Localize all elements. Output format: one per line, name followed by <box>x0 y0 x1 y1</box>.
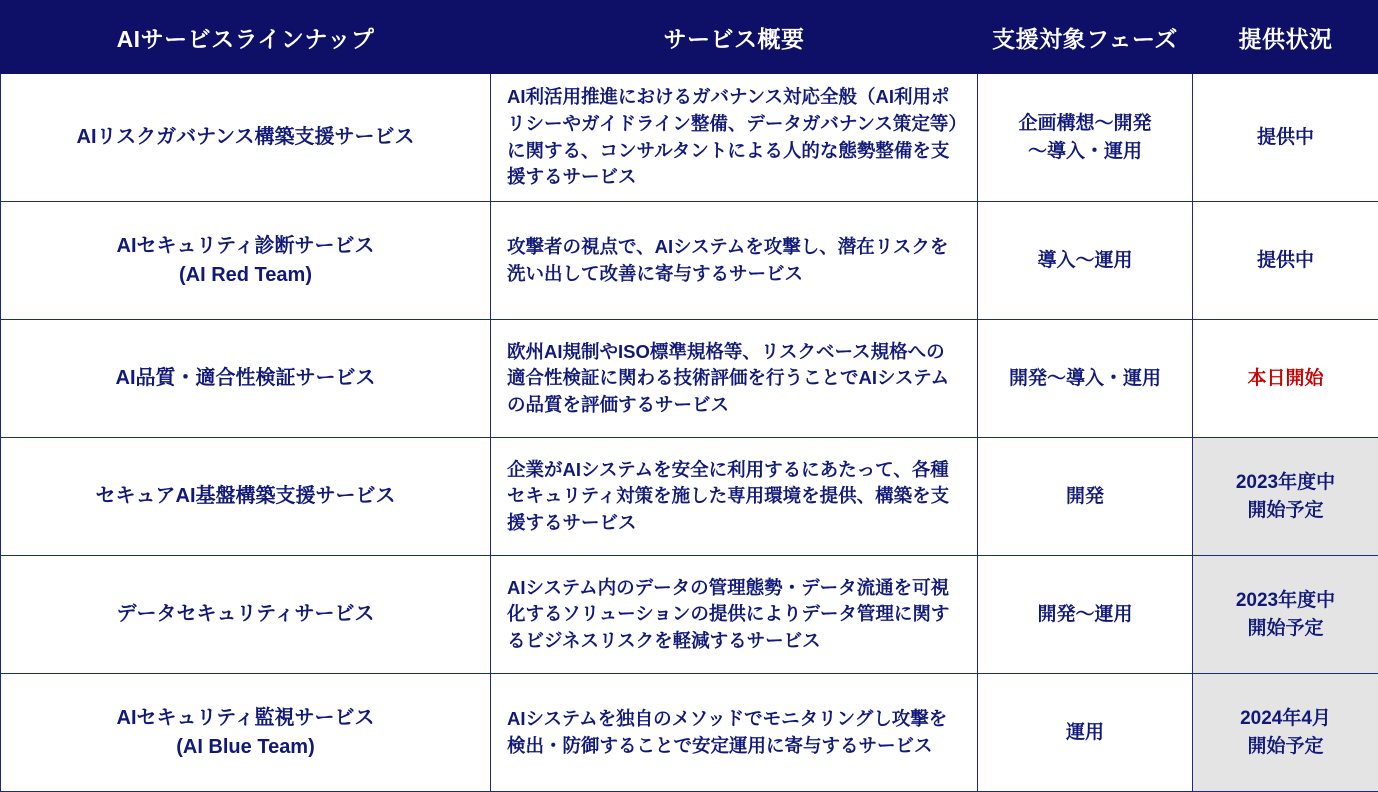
cell-service-overview: AI利活用推進におけるガバナンス対応全般（AI利用ポリシーやガイドライン整備、データガバナンス策定等）に関する、コンサルタントによる人的な態勢整備を支援するサービス <box>491 74 978 202</box>
phase-line-1: 開発 <box>984 483 1186 511</box>
cell-availability <box>1193 674 1378 792</box>
service-name-text: AIセキュリティ監視サービス <box>15 704 476 733</box>
cell-availability <box>1193 320 1378 438</box>
cell-service-overview: 欧州AI規制やISO標準規格等、リスクベース規格への適合性検証に関わる技術評価を行うことでAIシステムの品質を評価するサービス <box>491 320 978 438</box>
table-row <box>1 674 1378 792</box>
cell-target-phase <box>978 438 1193 556</box>
column-header-target-phase: 支援対象フェーズ <box>978 1 1193 74</box>
cell-availability <box>1193 438 1378 556</box>
service-name-text: AIリスクガバナンス構築支援サービス <box>15 123 476 152</box>
cell-availability <box>1193 202 1378 320</box>
cell-service-overview: AIシステム内のデータの管理態勢・データ流通を可視化するソリューションの提供によりデータ管理に関するビジネスリスクを軽減するサービス <box>491 556 978 674</box>
service-name-text: データセキュリティサービス <box>15 600 476 629</box>
cell-target-phase <box>978 556 1193 674</box>
cell-service-name <box>1 556 491 674</box>
status-line-2: 開始予定 <box>1199 733 1372 761</box>
table-header <box>1 1 1378 74</box>
column-header-availability: 提供状況 <box>1193 1 1378 74</box>
column-header-service-overview: サービス概要 <box>491 1 978 74</box>
phase-line-1: 導入〜運用 <box>984 247 1186 275</box>
phase-line-1: 運用 <box>984 719 1186 747</box>
cell-service-name <box>1 674 491 792</box>
phase-line-1: 開発〜運用 <box>984 601 1186 629</box>
table-row <box>1 438 1378 556</box>
status-line-2: 開始予定 <box>1199 615 1372 643</box>
cell-service-overview: 攻撃者の視点で、AIシステムを攻撃し、潜在リスクを洗い出して改善に寄与するサービス <box>491 202 978 320</box>
service-name-subtext: (AI Red Team) <box>15 261 476 290</box>
status-line-2: 開始予定 <box>1199 497 1372 525</box>
status-line-1: 2023年度中 <box>1199 587 1372 615</box>
cell-target-phase <box>978 202 1193 320</box>
table-body <box>1 74 1378 792</box>
status-line-1: 2024年4月 <box>1199 705 1372 733</box>
service-name-subtext: (AI Blue Team) <box>15 733 476 762</box>
cell-target-phase <box>978 674 1193 792</box>
status-line-1: 提供中 <box>1199 247 1372 275</box>
column-header-service-name: AIサービスラインナップ <box>1 1 491 74</box>
cell-target-phase <box>978 74 1193 202</box>
service-name-text: セキュアAI基盤構築支援サービス <box>15 482 476 511</box>
table-row <box>1 202 1378 320</box>
status-line-1: 2023年度中 <box>1199 469 1372 497</box>
phase-line-2: 〜導入・運用 <box>984 138 1186 166</box>
cell-service-name <box>1 320 491 438</box>
table-header-row <box>1 1 1378 74</box>
cell-service-name <box>1 74 491 202</box>
service-name-text: AIセキュリティ診断サービス <box>15 232 476 261</box>
service-name-text: AI品質・適合性検証サービス <box>15 364 476 393</box>
cell-service-overview: AIシステムを独自のメソッドでモニタリングし攻撃を検出・防御することで安定運用に寄与するサービス <box>491 674 978 792</box>
cell-service-name <box>1 438 491 556</box>
table-row <box>1 320 1378 438</box>
phase-line-1: 開発〜導入・運用 <box>984 365 1186 393</box>
status-badge: 本日開始 <box>1199 365 1372 393</box>
cell-availability <box>1193 74 1378 202</box>
cell-availability <box>1193 556 1378 674</box>
status-line-1: 提供中 <box>1199 124 1372 152</box>
table-row <box>1 556 1378 674</box>
phase-line-1: 企画構想〜開発 <box>984 110 1186 138</box>
cell-service-name <box>1 202 491 320</box>
cell-target-phase <box>978 320 1193 438</box>
table-row <box>1 74 1378 202</box>
cell-service-overview: 企業がAIシステムを安全に利用するにあたって、各種セキュリティ対策を施した専用環境を提供、構築を支援するサービス <box>491 438 978 556</box>
